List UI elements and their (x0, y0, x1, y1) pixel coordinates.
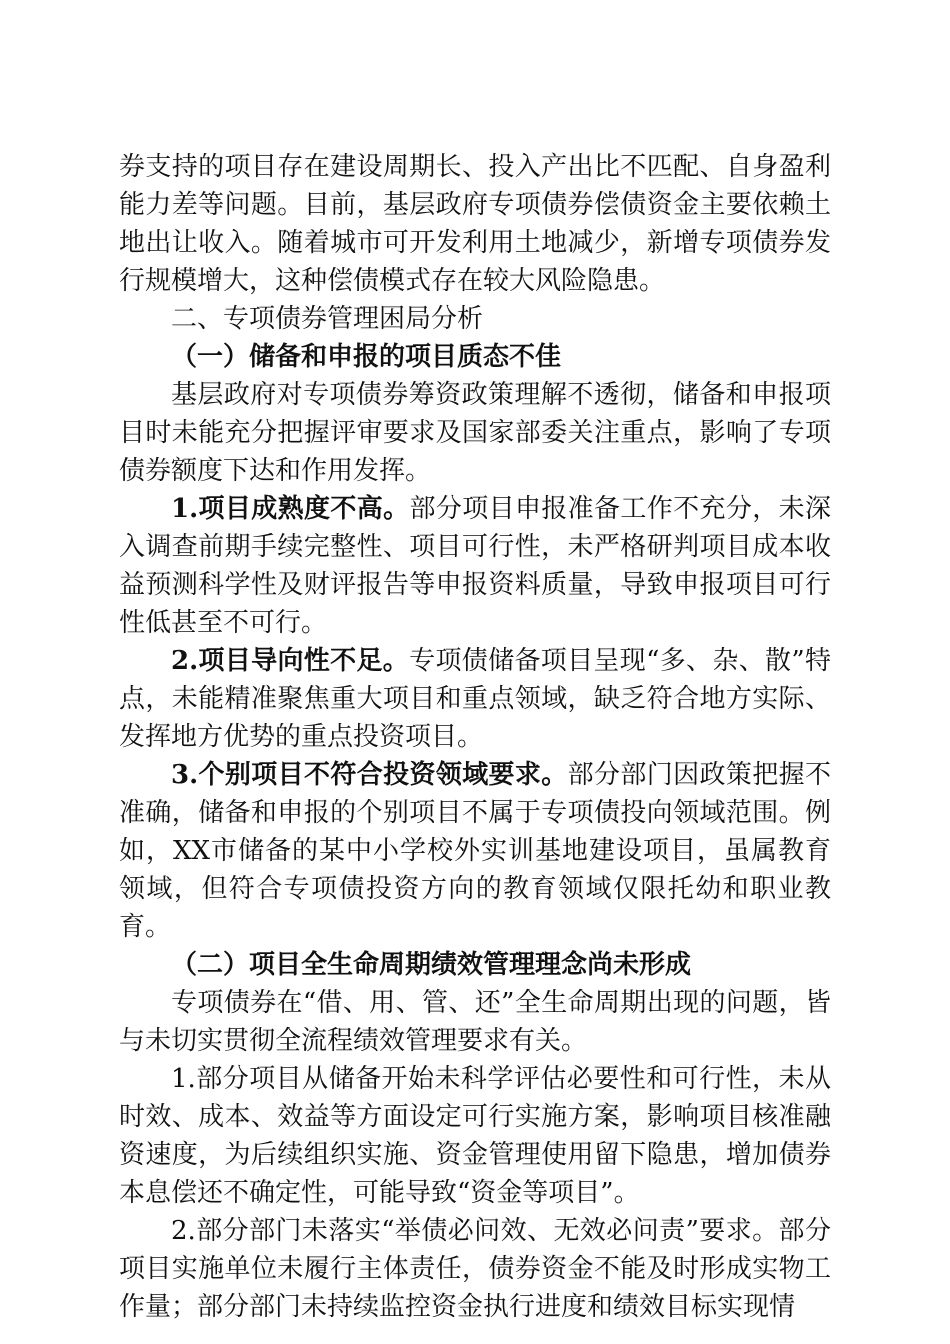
section-heading: 二、专项债券管理困局分析 (171, 304, 484, 334)
list-item-text: 部分项目申报准备工作不充分，未深入调查前期手续完整性、项目可行性，未严格研判项目成本收益预测科学性及财评报告等申报资料质量，导致申报项目可行性低甚至不可行。 (119, 494, 831, 638)
list-item (119, 756, 831, 946)
subsection-heading: （一）储备和申报的项目质态不佳 (171, 342, 562, 372)
paragraph: 基层政府对专项债券筹资政策理解不透彻，储备和申报项目时未能充分把握评审要求及国家部委关注重点，影响了专项债券额度下达和作用发挥。 (119, 380, 831, 486)
list-item-title: 2.项目导向性不足。 (171, 646, 410, 676)
paragraph: 专项债券在“借、用、管、还”全生命周期出现的问题，皆与未切实贯彻全流程绩效管理要求有关。 (119, 988, 831, 1056)
list-item (119, 490, 831, 642)
list-item-title: 3.个别项目不符合投资领域要求。 (171, 760, 568, 790)
list-item-text: 专项债储备项目呈现“多、杂、散”特点，未能精准聚焦重大项目和重点领域，缺乏符合地方实际、发挥地方优势的重点投资项目。 (119, 646, 831, 752)
paragraph: 2.部分部门未落实“举债必问效、无效必问责”要求。部分项目实施单位未履行主体责任，债券资金不能及时形成实物工作量；部分部门未持续监控资金执行进度和绩效目标实现情 (119, 1216, 831, 1322)
paragraph-continuation: 券支持的项目存在建设周期长、投入产出比不匹配、自身盈利能力差等问题。目前，基层政府专项债券偿债资金主要依赖土地出让收入。随着城市可开发利用土地减少，新增专项债券发行规模增大，这种偿债模式存在较大风险隐患。 (119, 152, 831, 296)
list-item (119, 642, 831, 756)
list-item-title: 1.项目成熟度不高。 (171, 494, 410, 524)
paragraph: 1.部分项目从储备开始未科学评估必要性和可行性，未从时效、成本、效益等方面设定可行实施方案，影响项目核准融资速度，为后续组织实施、资金管理使用留下隐患，增加债券本息偿还不确定性，可能导致“资金等项目”。 (119, 1064, 831, 1208)
document-body (119, 148, 831, 1326)
subsection-heading: （二）项目全生命周期绩效管理理念尚未形成 (171, 950, 692, 980)
list-item-text: 部分部门因政策把握不准确，储备和申报的个别项目不属于专项债投向领域范围。例如，XX市储备的某中小学校外实训基地建设项目，虽属教育领域，但符合专项债投资方向的教育领域仅限托幼和职业教育。 (119, 760, 831, 942)
